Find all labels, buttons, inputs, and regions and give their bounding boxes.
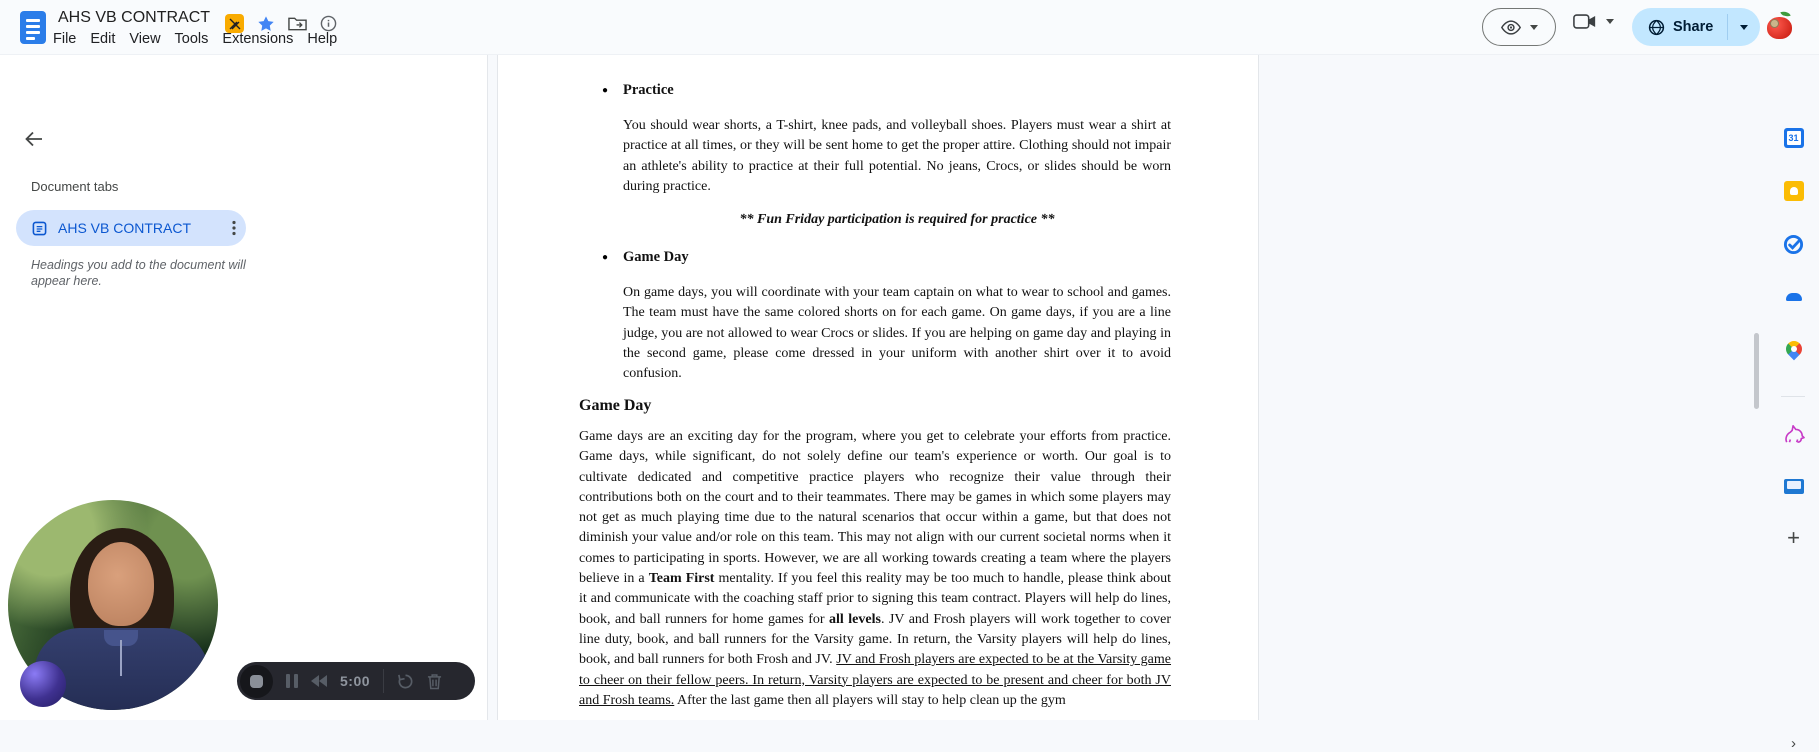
meet-call-button[interactable]	[1573, 13, 1614, 30]
eye-icon	[1500, 20, 1522, 35]
recording-controls	[237, 662, 475, 700]
google-docs-logo-icon[interactable]	[20, 11, 46, 44]
menu-tools[interactable]: Tools	[174, 31, 209, 47]
share-button[interactable]	[1632, 8, 1760, 46]
google-contacts-icon[interactable]	[1783, 285, 1805, 307]
bullet-heading-practice: Practice	[623, 82, 674, 98]
restart-recording-icon[interactable]	[397, 673, 414, 690]
document-canvas	[488, 55, 1768, 720]
google-maps-icon[interactable]	[1783, 338, 1805, 360]
stop-recording-button[interactable]	[240, 665, 273, 698]
google-calendar-icon[interactable]: 31	[1783, 127, 1805, 149]
share-main-section[interactable]	[1632, 8, 1727, 46]
menu-extensions[interactable]: Extensions	[222, 31, 294, 47]
reaction-bubble[interactable]	[20, 661, 66, 707]
headings-helper-text: Headings you add to the document will appear here.	[31, 258, 246, 288]
document-title[interactable]: AHS VB CONTRACT	[58, 9, 211, 26]
recording-timer: 5:00	[340, 673, 371, 689]
list-bullet: ●	[602, 85, 609, 96]
menu-edit[interactable]: Edit	[90, 31, 116, 47]
tab-label: AHS VB CONTRACT	[58, 220, 192, 236]
document-tabs-label: Document tabs	[31, 179, 119, 194]
webcam-person-zipper	[120, 640, 122, 676]
trash-icon[interactable]	[427, 673, 442, 690]
game-day-paragraph: On game days, you will coordinate with your team captain on what to wear to school and games. The team must have the same colored shorts on for each game. On game days, if you are a line judge, you are not allowed to wear Crocs or slides. If you are helping on game day and playing in the second game, please come dressed in your uniform with another shirt over it to avoid confusion.	[623, 285, 1171, 382]
video-camera-icon	[1573, 13, 1597, 30]
document-page[interactable]	[497, 55, 1259, 720]
vertical-scrollbar[interactable]	[1754, 333, 1759, 409]
chevron-down-icon	[1530, 25, 1538, 30]
chevron-down-icon	[1606, 19, 1614, 24]
google-keep-icon[interactable]	[1783, 180, 1805, 202]
kebab-menu-icon[interactable]	[232, 220, 236, 236]
google-tasks-icon[interactable]	[1783, 233, 1805, 255]
section-heading-game-day: Game Day	[579, 397, 652, 414]
inbox-addon-icon[interactable]	[1783, 475, 1805, 497]
webcam-person-face	[88, 542, 154, 626]
document-tab-icon	[32, 221, 47, 236]
sidebar-tab-ahs-vb-contract[interactable]	[16, 210, 246, 246]
bullet-heading-game-day: Game Day	[623, 249, 689, 265]
menu-view[interactable]: View	[129, 31, 161, 47]
rail-divider	[1781, 396, 1805, 397]
chevron-down-icon	[1740, 25, 1748, 30]
app-header	[0, 0, 1819, 55]
fun-friday-callout: ** Fun Friday participation is required for practice **	[739, 212, 1055, 227]
recorder-divider	[383, 669, 384, 693]
apple-worm	[1770, 19, 1779, 28]
globe-lock-icon	[1648, 19, 1665, 36]
menu-help[interactable]: Help	[307, 31, 338, 47]
back-arrow-icon	[24, 129, 44, 149]
view-mode-button[interactable]	[1482, 8, 1556, 46]
share-dropdown[interactable]	[1728, 8, 1760, 46]
practice-paragraph: You should wear shorts, a T-shirt, knee pads, and volleyball shoes. Players must wear a shirt at practice at all times, or they will be sent home to get the proper attire. Clothing should not impair an athlete's ability to practice at their full potential. No jeans, Crocs, or slides should be worn during practice.	[623, 118, 1171, 194]
menu-file[interactable]: File	[53, 31, 77, 47]
share-label: Share	[1673, 19, 1714, 35]
unicorn-addon-icon[interactable]	[1783, 423, 1805, 445]
user-avatar[interactable]	[1764, 10, 1795, 41]
back-button[interactable]	[16, 121, 52, 157]
pause-icon[interactable]	[286, 674, 298, 688]
get-addons-plus-icon[interactable]: +	[1787, 525, 1800, 550]
menu-bar	[46, 29, 344, 49]
hide-panel-chevron-icon[interactable]: ›	[1791, 735, 1796, 752]
rewind-icon[interactable]	[311, 675, 327, 687]
list-bullet: ●	[602, 252, 609, 263]
game-day-long-paragraph: Game days are an exciting day for the program, where you get to celebrate your efforts from practice. Game days, while significant, do not solely define our team's experience or worth. Our goal is to cultivate dedicated and competitive practice players who recognize their value through their contributions both on the court and to their teammates. There may be games in which some players may not get as much playing time due to the natural scenarios that occur within a game, but that does not diminish your value and/or role on this team. This may not align with our current societal norms when it comes to participating in sports. However, we are all working towards creating a team where the players believe in a Team First mentality. If you feel this reality may be too much to handle, please think about it and communicate with the coaching staff prior to signing this team contract. Players will help do lines, book, and ball runners for home games for all levels. JV and Frosh players will work together to cover line duty, book, and ball runners for the Varsity game. In return, the Varsity players will help do lines, book, and ball runners for both Frosh and JV. JV and Frosh players are expected to be at the Varsity game to cheer on their fellow peers. In return, Varsity players are expected to be present and cheer for both JV and Frosh teams. After the last game then all players will stay to help clean up the gym	[579, 429, 1172, 708]
side-panel-rail	[1768, 55, 1819, 752]
